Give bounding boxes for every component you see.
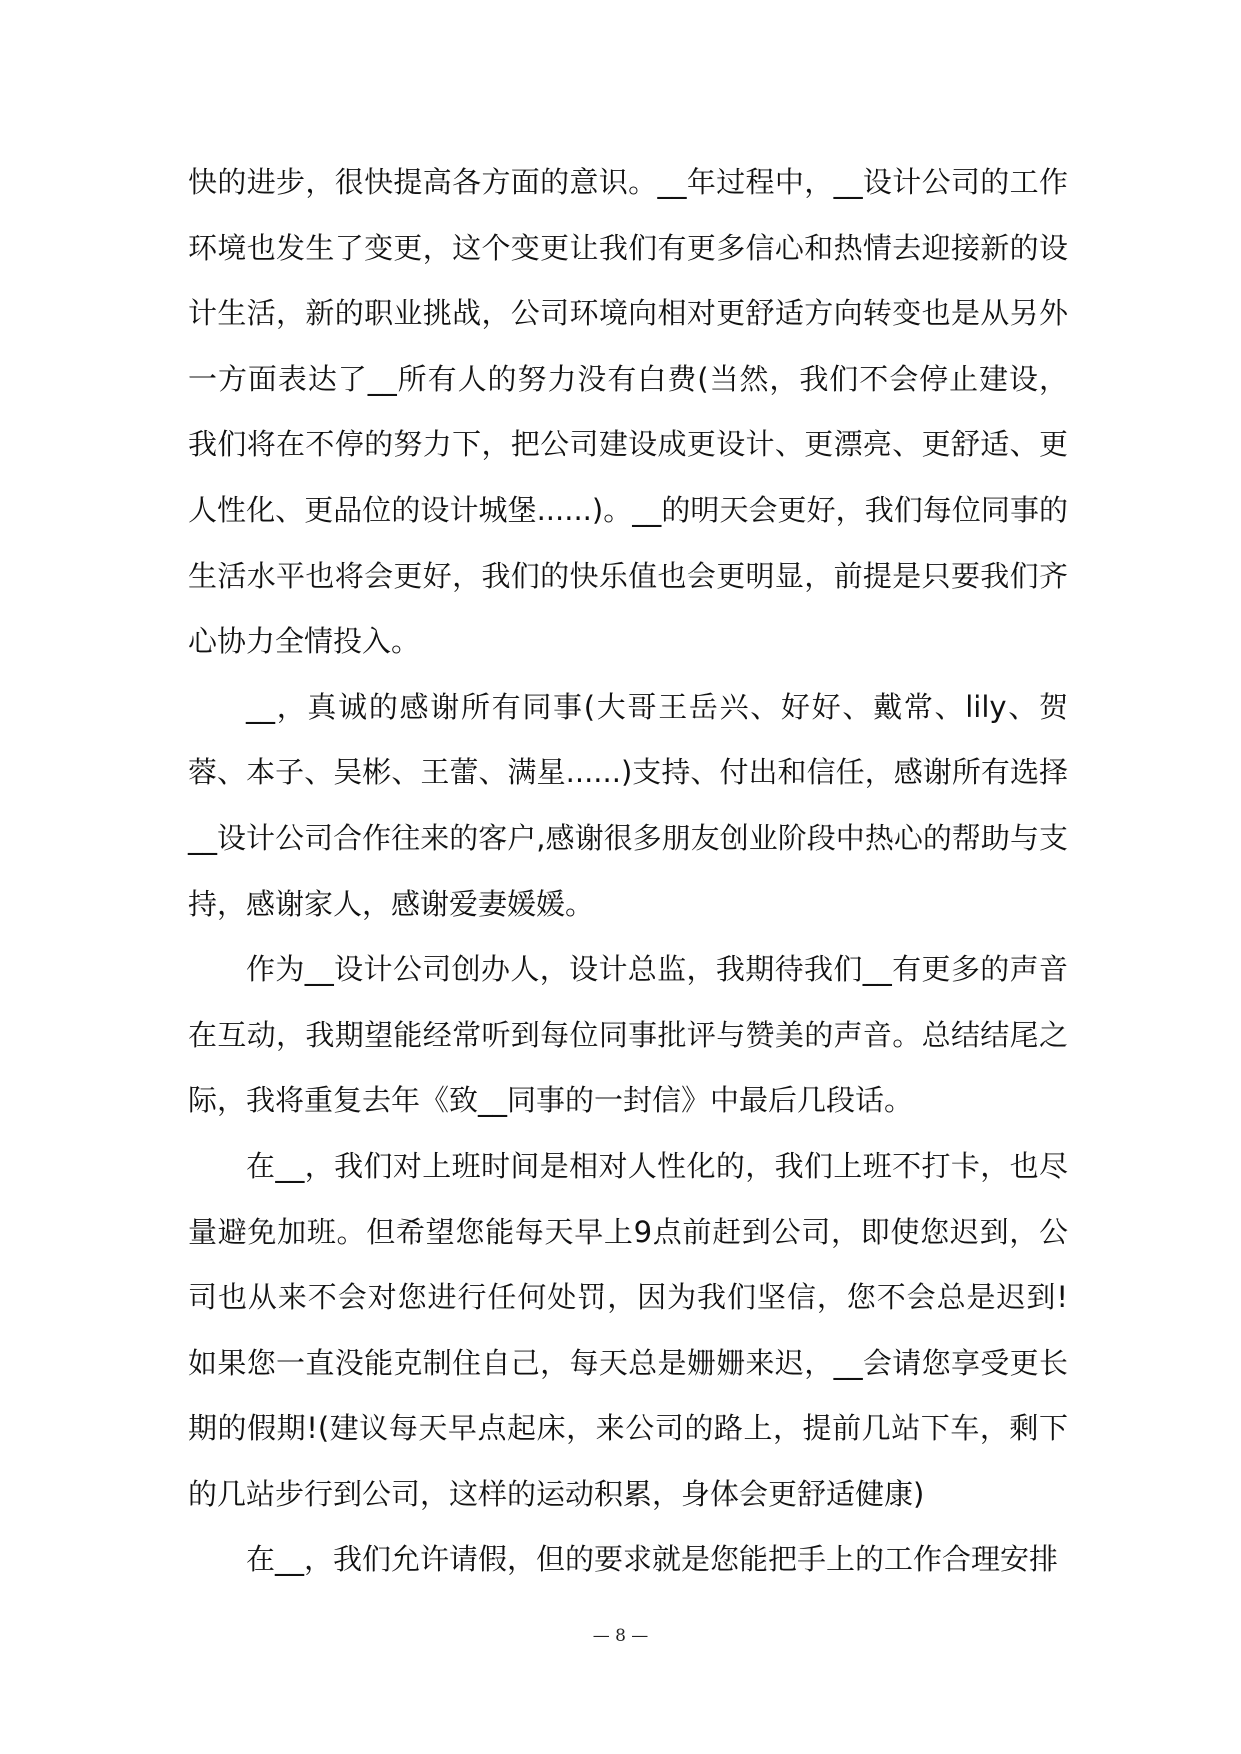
paragraph-continued: 快的进步，很快提高各方面的意识。__年过程中，__设计公司的工作环境也发生了变更，这个变更让我们有更多信心和热情去迎接新的设计生活，新的职业挑战，公司环境向相对更舒适方向转变也是从另外一方面表达了__所有人的努力没有白费(当然，我们不会停止建设，我们将在不停的努力下，把公司建设成更设计、更漂亮、更舒适、更人性化、更品位的设计城堡......)。__的明天会更好，我们每位同事的生活水平也将会更好，我们的快乐值也会更明显，前提是只要我们齐心协力全情投入。: [188, 165, 1068, 659]
paragraph-thanks: __，真诚的感谢所有同事(大哥王岳兴、好好、戴常、lily、贺蓉、本子、吴彬、王蕾、满星......)支持、付出和信任，感谢所有选择__设计公司合作往来的客户,感谢很多朋友创业阶段中热心的帮助与支持，感谢家人，感谢爱妻媛媛。: [188, 689, 1068, 921]
paragraph-working-hours: 在__，我们对上班时间是相对人性化的，我们上班不打卡，也尽量避免加班。但希望您能每天早上9点前赶到公司，即使您迟到，公司也从来不会对您进行任何处罚，因为我们坚信，您不会总是迟到!如果您一直没能克制住自己，每天总是姗姗来迟，__会请您享受更长期的假期!(建议每天早点起床，来公司的路上，提前几站下车，剩下的几站步行到公司，这样的运动积累，身体会更舒适健康): [188, 1148, 1068, 1511]
paragraph-leave: 在__，我们允许请假，但的要求就是您能把手上的工作合理安排: [246, 1542, 1059, 1577]
paragraph-founder: 作为__设计公司创办人，设计总监，我期待我们__有更多的声音在互动，我期望能经常听到每位同事批评与赞美的声音。总结结尾之际，我将重复去年《致__同事的一封信》中最后几段话。: [188, 952, 1068, 1118]
document-body: [188, 150, 1068, 1593]
page-number: — 8 —: [592, 1626, 649, 1646]
